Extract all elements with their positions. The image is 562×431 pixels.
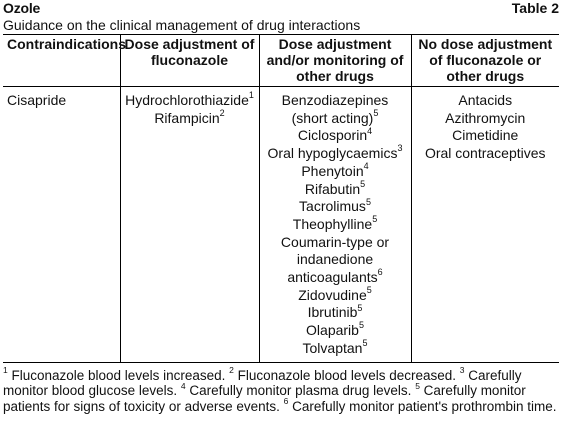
drug-name: Rifabutin xyxy=(304,180,361,197)
footnote-marker: 4 xyxy=(363,161,369,172)
drug-name: indanedione xyxy=(296,251,374,268)
drug-item xyxy=(264,145,407,163)
footnote-marker: 5 xyxy=(372,214,378,225)
footnote xyxy=(283,396,557,414)
drug-name: Olaparib xyxy=(306,322,359,339)
footnote-number: 5 xyxy=(415,380,420,391)
footnote-number: 1 xyxy=(3,365,8,376)
drug-item xyxy=(264,234,407,252)
footnote-marker: 5 xyxy=(365,196,371,207)
table-number: Table 2 xyxy=(511,0,559,16)
drug-item xyxy=(264,340,407,358)
drug-name: Zidovudine xyxy=(298,286,367,303)
footnote-marker: 5 xyxy=(366,285,372,296)
drug-item xyxy=(416,145,556,163)
table-caption: Guidance on the clinical management of drug interactions xyxy=(3,17,361,33)
drug-name: Tolvaptan xyxy=(302,339,363,356)
page-title: Ozole xyxy=(3,0,41,16)
column-header-dose-adjustment-other-drugs: Dose adjustment and/or monitoring of other drugs xyxy=(259,35,411,87)
footnote xyxy=(3,365,230,383)
document xyxy=(3,0,559,414)
title-row xyxy=(3,0,559,16)
interactions-table xyxy=(3,34,559,363)
drug-item xyxy=(264,322,407,340)
footnote-number: 4 xyxy=(180,380,186,391)
drug-item xyxy=(125,92,255,110)
drug-item xyxy=(264,110,407,128)
footnote-marker: 5 xyxy=(362,338,368,349)
drug-name: Antacids xyxy=(458,92,513,108)
footnote xyxy=(180,380,416,399)
drug-item xyxy=(264,287,407,305)
footnote-text: Carefully monitor patient's prothrombin time. xyxy=(288,398,557,414)
footnote-marker: 5 xyxy=(358,320,364,331)
drug-name: Theophylline xyxy=(292,215,373,232)
column-header-contraindications: Contraindications xyxy=(3,35,120,87)
drug-item xyxy=(264,198,407,216)
footnote-number: 2 xyxy=(229,365,234,376)
drug-item xyxy=(264,216,407,234)
drug-item xyxy=(264,304,407,322)
drug-name: Benzodiazepines xyxy=(281,92,389,108)
footnote-text: Carefully monitor patients for signs of toxicity or adverse events. xyxy=(3,383,526,414)
footnote-marker: 3 xyxy=(397,143,403,154)
footnote-marker: 1 xyxy=(248,90,254,101)
footnote xyxy=(229,365,460,383)
footnote-text: Fluconazole blood levels decreased. xyxy=(233,367,460,383)
footnote-marker: 5 xyxy=(373,108,379,119)
dose-adjustment-other-drugs-cell xyxy=(259,87,411,363)
footnote-marker: 4 xyxy=(367,125,373,136)
table-header-row xyxy=(3,35,559,87)
drug-item xyxy=(7,92,116,110)
footnote-text: Fluconazole blood levels increased. xyxy=(7,367,230,383)
drug-name: Azithromycin xyxy=(445,109,526,126)
drug-name: Phenytoin xyxy=(301,162,364,179)
drug-name: Cisapride xyxy=(7,92,67,108)
drug-name: Coumarin-type or xyxy=(280,233,390,250)
drug-name: Tacrolimus xyxy=(299,198,366,215)
drug-item xyxy=(416,110,556,128)
drug-name: (short acting) xyxy=(291,109,374,126)
drug-name: Hydrochlorothiazide xyxy=(125,92,249,108)
drug-item xyxy=(264,269,407,287)
drug-item xyxy=(416,92,556,110)
footnote-number: 3 xyxy=(459,365,465,376)
drug-item xyxy=(264,178,407,199)
drug-name: Ibrutinib xyxy=(307,304,358,321)
footnotes xyxy=(3,363,559,415)
drug-item xyxy=(416,127,556,145)
dose-adjustment-fluconazole-cell xyxy=(120,87,259,363)
footnote-text: Carefully monitor blood glucose levels. xyxy=(3,367,522,399)
footnote-marker: 2 xyxy=(219,108,225,119)
drug-name: Oral hypoglycaemics xyxy=(267,145,398,162)
drug-name: Oral contraceptives xyxy=(424,145,546,162)
column-header-no-dose-adjustment: No dose adjustment of fluconazole or other drugs xyxy=(411,35,559,87)
drug-item xyxy=(264,251,407,269)
footnote-marker: 5 xyxy=(357,302,363,313)
footnote-text: Carefully monitor plasma drug levels. xyxy=(185,383,416,399)
column-header-dose-adjustment-fluconazole: Dose adjustment of fluconazole xyxy=(120,35,259,87)
drug-item xyxy=(264,92,407,110)
footnote-marker: 6 xyxy=(377,267,383,278)
drug-name: Ciclosporin xyxy=(297,127,368,144)
contraindications-cell xyxy=(3,87,120,363)
drug-name: Rifampicin xyxy=(154,109,220,126)
table-row xyxy=(3,87,559,363)
footnote-marker: 5 xyxy=(360,178,366,189)
drug-item xyxy=(125,110,255,128)
drug-name: Cimetidine xyxy=(452,127,519,144)
drug-name: anticoagulants xyxy=(287,269,378,286)
footnote-number: 6 xyxy=(283,396,289,407)
drug-item xyxy=(264,127,407,145)
no-dose-adjustment-cell xyxy=(411,87,559,363)
drug-item xyxy=(264,163,407,181)
